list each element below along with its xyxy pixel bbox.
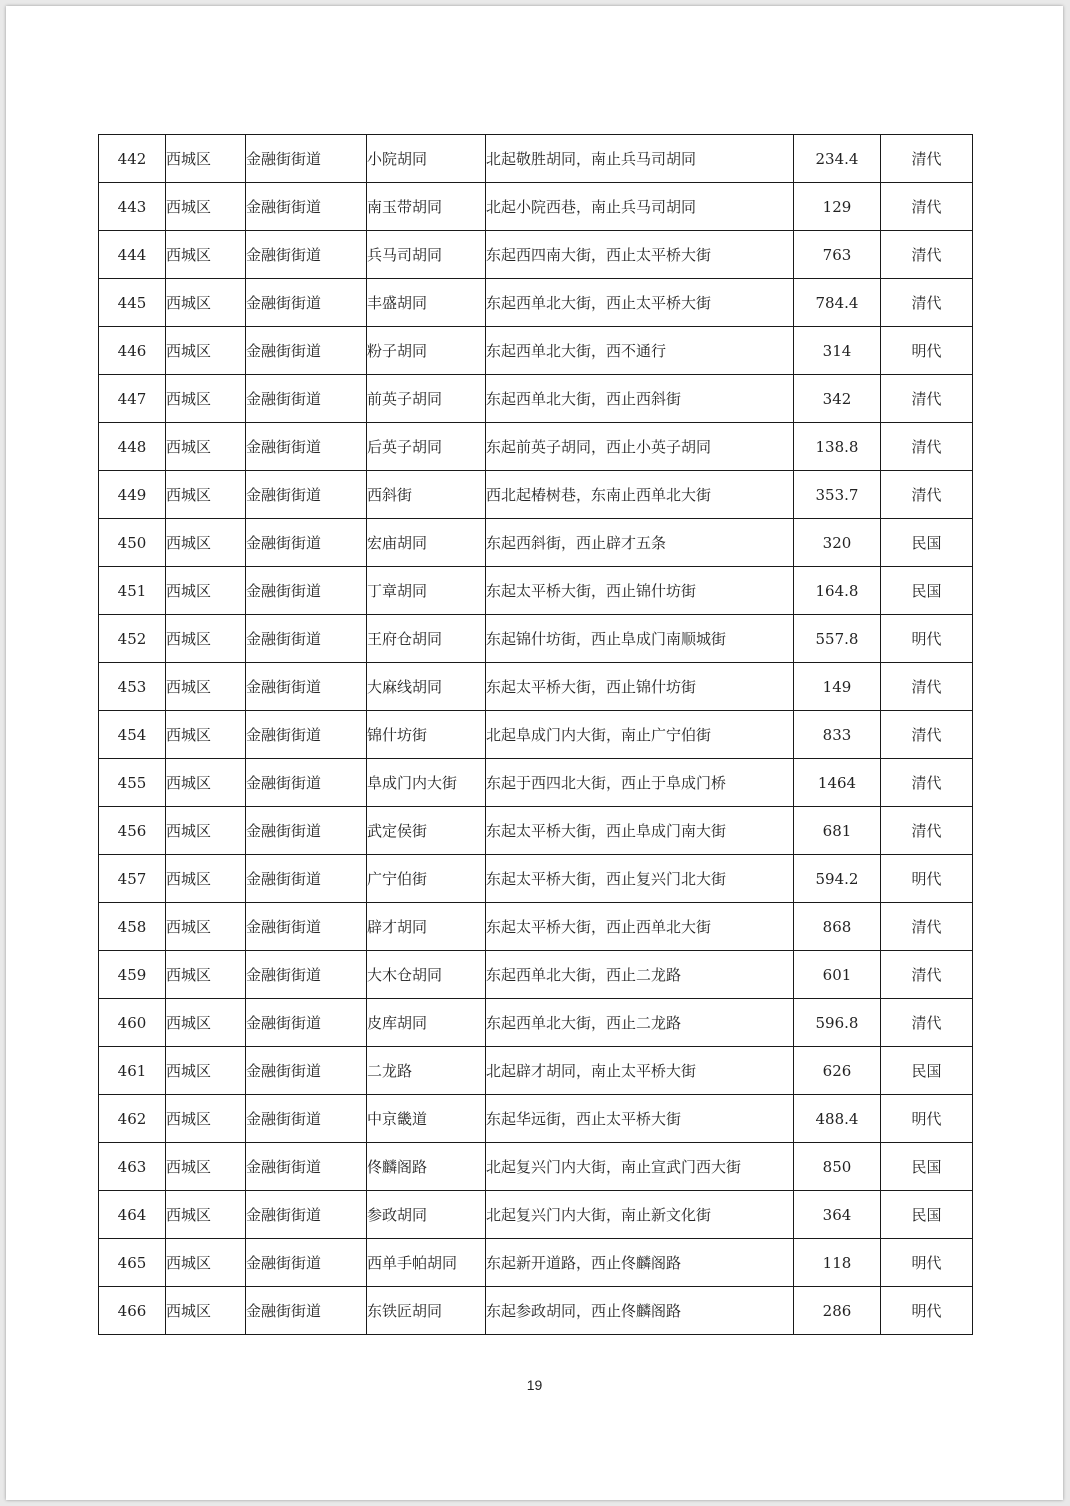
district-cell: 西城区 [166,1287,246,1335]
row-number: 448 [99,423,166,471]
extent-cell: 北起敬胜胡同，南止兵马司胡同 [486,135,794,183]
era-cell: 清代 [881,999,973,1047]
length-cell: 1464 [794,759,881,807]
era-cell: 明代 [881,855,973,903]
subdistrict-cell: 金融街街道 [246,1191,367,1239]
extent-cell: 东起西单北大街，西不通行 [486,327,794,375]
hutong-name-cell: 丰盛胡同 [367,279,486,327]
subdistrict-cell: 金融街街道 [246,471,367,519]
length-cell: 850 [794,1143,881,1191]
hutong-name-cell: 辟才胡同 [367,903,486,951]
district-cell: 西城区 [166,183,246,231]
era-cell: 明代 [881,615,973,663]
row-number: 450 [99,519,166,567]
district-cell: 西城区 [166,1239,246,1287]
row-number: 454 [99,711,166,759]
page-number: 19 [526,1377,543,1393]
length-cell: 833 [794,711,881,759]
extent-cell: 东起太平桥大街，西止锦什坊街 [486,663,794,711]
length-cell: 868 [794,903,881,951]
length-cell: 286 [794,1287,881,1335]
era-cell: 民国 [881,1143,973,1191]
table-row [99,1239,973,1287]
era-cell: 清代 [881,423,973,471]
era-cell: 民国 [881,1191,973,1239]
district-cell: 西城区 [166,135,246,183]
extent-cell: 东起华远街，西止太平桥大街 [486,1095,794,1143]
hutong-name-cell: 西单手帕胡同 [367,1239,486,1287]
row-number: 465 [99,1239,166,1287]
row-number: 444 [99,231,166,279]
row-number: 442 [99,135,166,183]
hutong-name-cell: 大木仓胡同 [367,951,486,999]
row-number: 449 [99,471,166,519]
era-cell: 清代 [881,375,973,423]
hutong-name-cell: 武定侯街 [367,807,486,855]
hutong-name-cell: 前英子胡同 [367,375,486,423]
era-cell: 民国 [881,1047,973,1095]
row-number: 464 [99,1191,166,1239]
extent-cell: 东起西单北大街，西止太平桥大街 [486,279,794,327]
era-cell: 清代 [881,711,973,759]
era-cell: 明代 [881,1239,973,1287]
district-cell: 西城区 [166,1047,246,1095]
hutong-name-cell: 小院胡同 [367,135,486,183]
hutong-name-cell: 兵马司胡同 [367,231,486,279]
hutong-name-cell: 参政胡同 [367,1191,486,1239]
length-cell: 164.8 [794,567,881,615]
era-cell: 民国 [881,519,973,567]
district-cell: 西城区 [166,231,246,279]
hutong-name-cell: 南玉带胡同 [367,183,486,231]
district-cell: 西城区 [166,567,246,615]
hutong-name-cell: 大麻线胡同 [367,663,486,711]
table-row [99,855,973,903]
extent-cell: 北起辟才胡同，南止太平桥大街 [486,1047,794,1095]
table-row [99,327,973,375]
table-row [99,567,973,615]
district-cell: 西城区 [166,279,246,327]
subdistrict-cell: 金融街街道 [246,1287,367,1335]
subdistrict-cell: 金融街街道 [246,183,367,231]
district-cell: 西城区 [166,519,246,567]
extent-cell: 东起西单北大街，西止二龙路 [486,951,794,999]
district-cell: 西城区 [166,807,246,855]
table-row [99,423,973,471]
extent-cell: 北起小院西巷，南止兵马司胡同 [486,183,794,231]
table-row [99,1287,973,1335]
table-row [99,231,973,279]
table-row [99,1047,973,1095]
length-cell: 601 [794,951,881,999]
subdistrict-cell: 金融街街道 [246,663,367,711]
extent-cell: 东起太平桥大街，西止锦什坊街 [486,567,794,615]
subdistrict-cell: 金融街街道 [246,999,367,1047]
hutong-name-cell: 西斜街 [367,471,486,519]
district-cell: 西城区 [166,951,246,999]
table-row [99,615,973,663]
row-number: 451 [99,567,166,615]
extent-cell: 东起于西四北大街，西止于阜成门桥 [486,759,794,807]
subdistrict-cell: 金融街街道 [246,855,367,903]
subdistrict-cell: 金融街街道 [246,951,367,999]
subdistrict-cell: 金融街街道 [246,759,367,807]
extent-cell: 北起复兴门内大街，南止宣武门西大街 [486,1143,794,1191]
extent-cell: 东起太平桥大街，西止复兴门北大街 [486,855,794,903]
table-row [99,951,973,999]
row-number: 445 [99,279,166,327]
era-cell: 清代 [881,663,973,711]
extent-cell: 东起太平桥大街，西止西单北大街 [486,903,794,951]
subdistrict-cell: 金融街街道 [246,423,367,471]
extent-cell: 东起西单北大街，西止西斜街 [486,375,794,423]
table-row [99,1143,973,1191]
extent-cell: 东起前英子胡同，西止小英子胡同 [486,423,794,471]
length-cell: 596.8 [794,999,881,1047]
district-cell: 西城区 [166,1143,246,1191]
hutong-table [98,134,973,1335]
era-cell: 明代 [881,327,973,375]
table-row [99,999,973,1047]
length-cell: 763 [794,231,881,279]
district-cell: 西城区 [166,471,246,519]
era-cell: 清代 [881,807,973,855]
subdistrict-cell: 金融街街道 [246,279,367,327]
hutong-name-cell: 东铁匠胡同 [367,1287,486,1335]
hutong-name-cell: 二龙路 [367,1047,486,1095]
hutong-name-cell: 锦什坊街 [367,711,486,759]
hutong-name-cell: 后英子胡同 [367,423,486,471]
district-cell: 西城区 [166,759,246,807]
row-number: 460 [99,999,166,1047]
subdistrict-cell: 金融街街道 [246,711,367,759]
district-cell: 西城区 [166,615,246,663]
row-number: 443 [99,183,166,231]
table-row [99,1191,973,1239]
length-cell: 138.8 [794,423,881,471]
row-number: 462 [99,1095,166,1143]
table-row [99,471,973,519]
extent-cell: 北起复兴门内大街，南止新文化街 [486,1191,794,1239]
length-cell: 314 [794,327,881,375]
table-row [99,759,973,807]
table-row [99,711,973,759]
subdistrict-cell: 金融街街道 [246,1095,367,1143]
document-page [6,6,1063,1500]
extent-cell: 东起参政胡同，西止佟麟阁路 [486,1287,794,1335]
length-cell: 364 [794,1191,881,1239]
table-row [99,519,973,567]
hutong-name-cell: 广宁伯街 [367,855,486,903]
district-cell: 西城区 [166,423,246,471]
subdistrict-cell: 金融街街道 [246,1047,367,1095]
row-number: 447 [99,375,166,423]
table-body [99,135,973,1335]
row-number: 453 [99,663,166,711]
subdistrict-cell: 金融街街道 [246,903,367,951]
row-number: 463 [99,1143,166,1191]
row-number: 459 [99,951,166,999]
extent-cell: 东起西单北大街，西止二龙路 [486,999,794,1047]
subdistrict-cell: 金融街街道 [246,519,367,567]
district-cell: 西城区 [166,711,246,759]
district-cell: 西城区 [166,375,246,423]
subdistrict-cell: 金融街街道 [246,807,367,855]
row-number: 452 [99,615,166,663]
row-number: 457 [99,855,166,903]
extent-cell: 东起太平桥大街，西止阜成门南大街 [486,807,794,855]
era-cell: 清代 [881,135,973,183]
length-cell: 320 [794,519,881,567]
era-cell: 明代 [881,1095,973,1143]
row-number: 456 [99,807,166,855]
table-row [99,135,973,183]
table-row [99,807,973,855]
row-number: 455 [99,759,166,807]
hutong-name-cell: 皮库胡同 [367,999,486,1047]
district-cell: 西城区 [166,327,246,375]
extent-cell: 东起西斜街，西止辟才五条 [486,519,794,567]
length-cell: 488.4 [794,1095,881,1143]
length-cell: 557.8 [794,615,881,663]
era-cell: 清代 [881,951,973,999]
district-cell: 西城区 [166,999,246,1047]
hutong-name-cell: 宏庙胡同 [367,519,486,567]
district-cell: 西城区 [166,903,246,951]
era-cell: 清代 [881,903,973,951]
subdistrict-cell: 金融街街道 [246,135,367,183]
extent-cell: 东起锦什坊街，西止阜成门南顺城街 [486,615,794,663]
hutong-name-cell: 阜成门内大街 [367,759,486,807]
era-cell: 清代 [881,231,973,279]
hutong-name-cell: 中京畿道 [367,1095,486,1143]
subdistrict-cell: 金融街街道 [246,567,367,615]
length-cell: 626 [794,1047,881,1095]
district-cell: 西城区 [166,663,246,711]
table-row [99,663,973,711]
row-number: 446 [99,327,166,375]
row-number: 461 [99,1047,166,1095]
row-number: 458 [99,903,166,951]
table-row [99,183,973,231]
subdistrict-cell: 金融街街道 [246,1143,367,1191]
table-row [99,375,973,423]
length-cell: 129 [794,183,881,231]
hutong-name-cell: 粉子胡同 [367,327,486,375]
length-cell: 594.2 [794,855,881,903]
subdistrict-cell: 金融街街道 [246,375,367,423]
subdistrict-cell: 金融街街道 [246,615,367,663]
subdistrict-cell: 金融街街道 [246,1239,367,1287]
extent-cell: 北起阜成门内大街，南止广宁伯街 [486,711,794,759]
era-cell: 民国 [881,567,973,615]
length-cell: 353.7 [794,471,881,519]
extent-cell: 东起西四南大街，西止太平桥大街 [486,231,794,279]
subdistrict-cell: 金融街街道 [246,231,367,279]
subdistrict-cell: 金融街街道 [246,327,367,375]
length-cell: 149 [794,663,881,711]
length-cell: 342 [794,375,881,423]
table-row [99,279,973,327]
table-row [99,903,973,951]
length-cell: 784.4 [794,279,881,327]
era-cell: 明代 [881,1287,973,1335]
row-number: 466 [99,1287,166,1335]
district-cell: 西城区 [166,1191,246,1239]
hutong-name-cell: 佟麟阁路 [367,1143,486,1191]
table-row [99,1095,973,1143]
extent-cell: 东起新开道路，西止佟麟阁路 [486,1239,794,1287]
era-cell: 清代 [881,759,973,807]
length-cell: 681 [794,807,881,855]
era-cell: 清代 [881,471,973,519]
length-cell: 234.4 [794,135,881,183]
district-cell: 西城区 [166,855,246,903]
era-cell: 清代 [881,183,973,231]
district-cell: 西城区 [166,1095,246,1143]
extent-cell: 西北起椿树巷，东南止西单北大街 [486,471,794,519]
era-cell: 清代 [881,279,973,327]
hutong-name-cell: 王府仓胡同 [367,615,486,663]
hutong-name-cell: 丁章胡同 [367,567,486,615]
length-cell: 118 [794,1239,881,1287]
